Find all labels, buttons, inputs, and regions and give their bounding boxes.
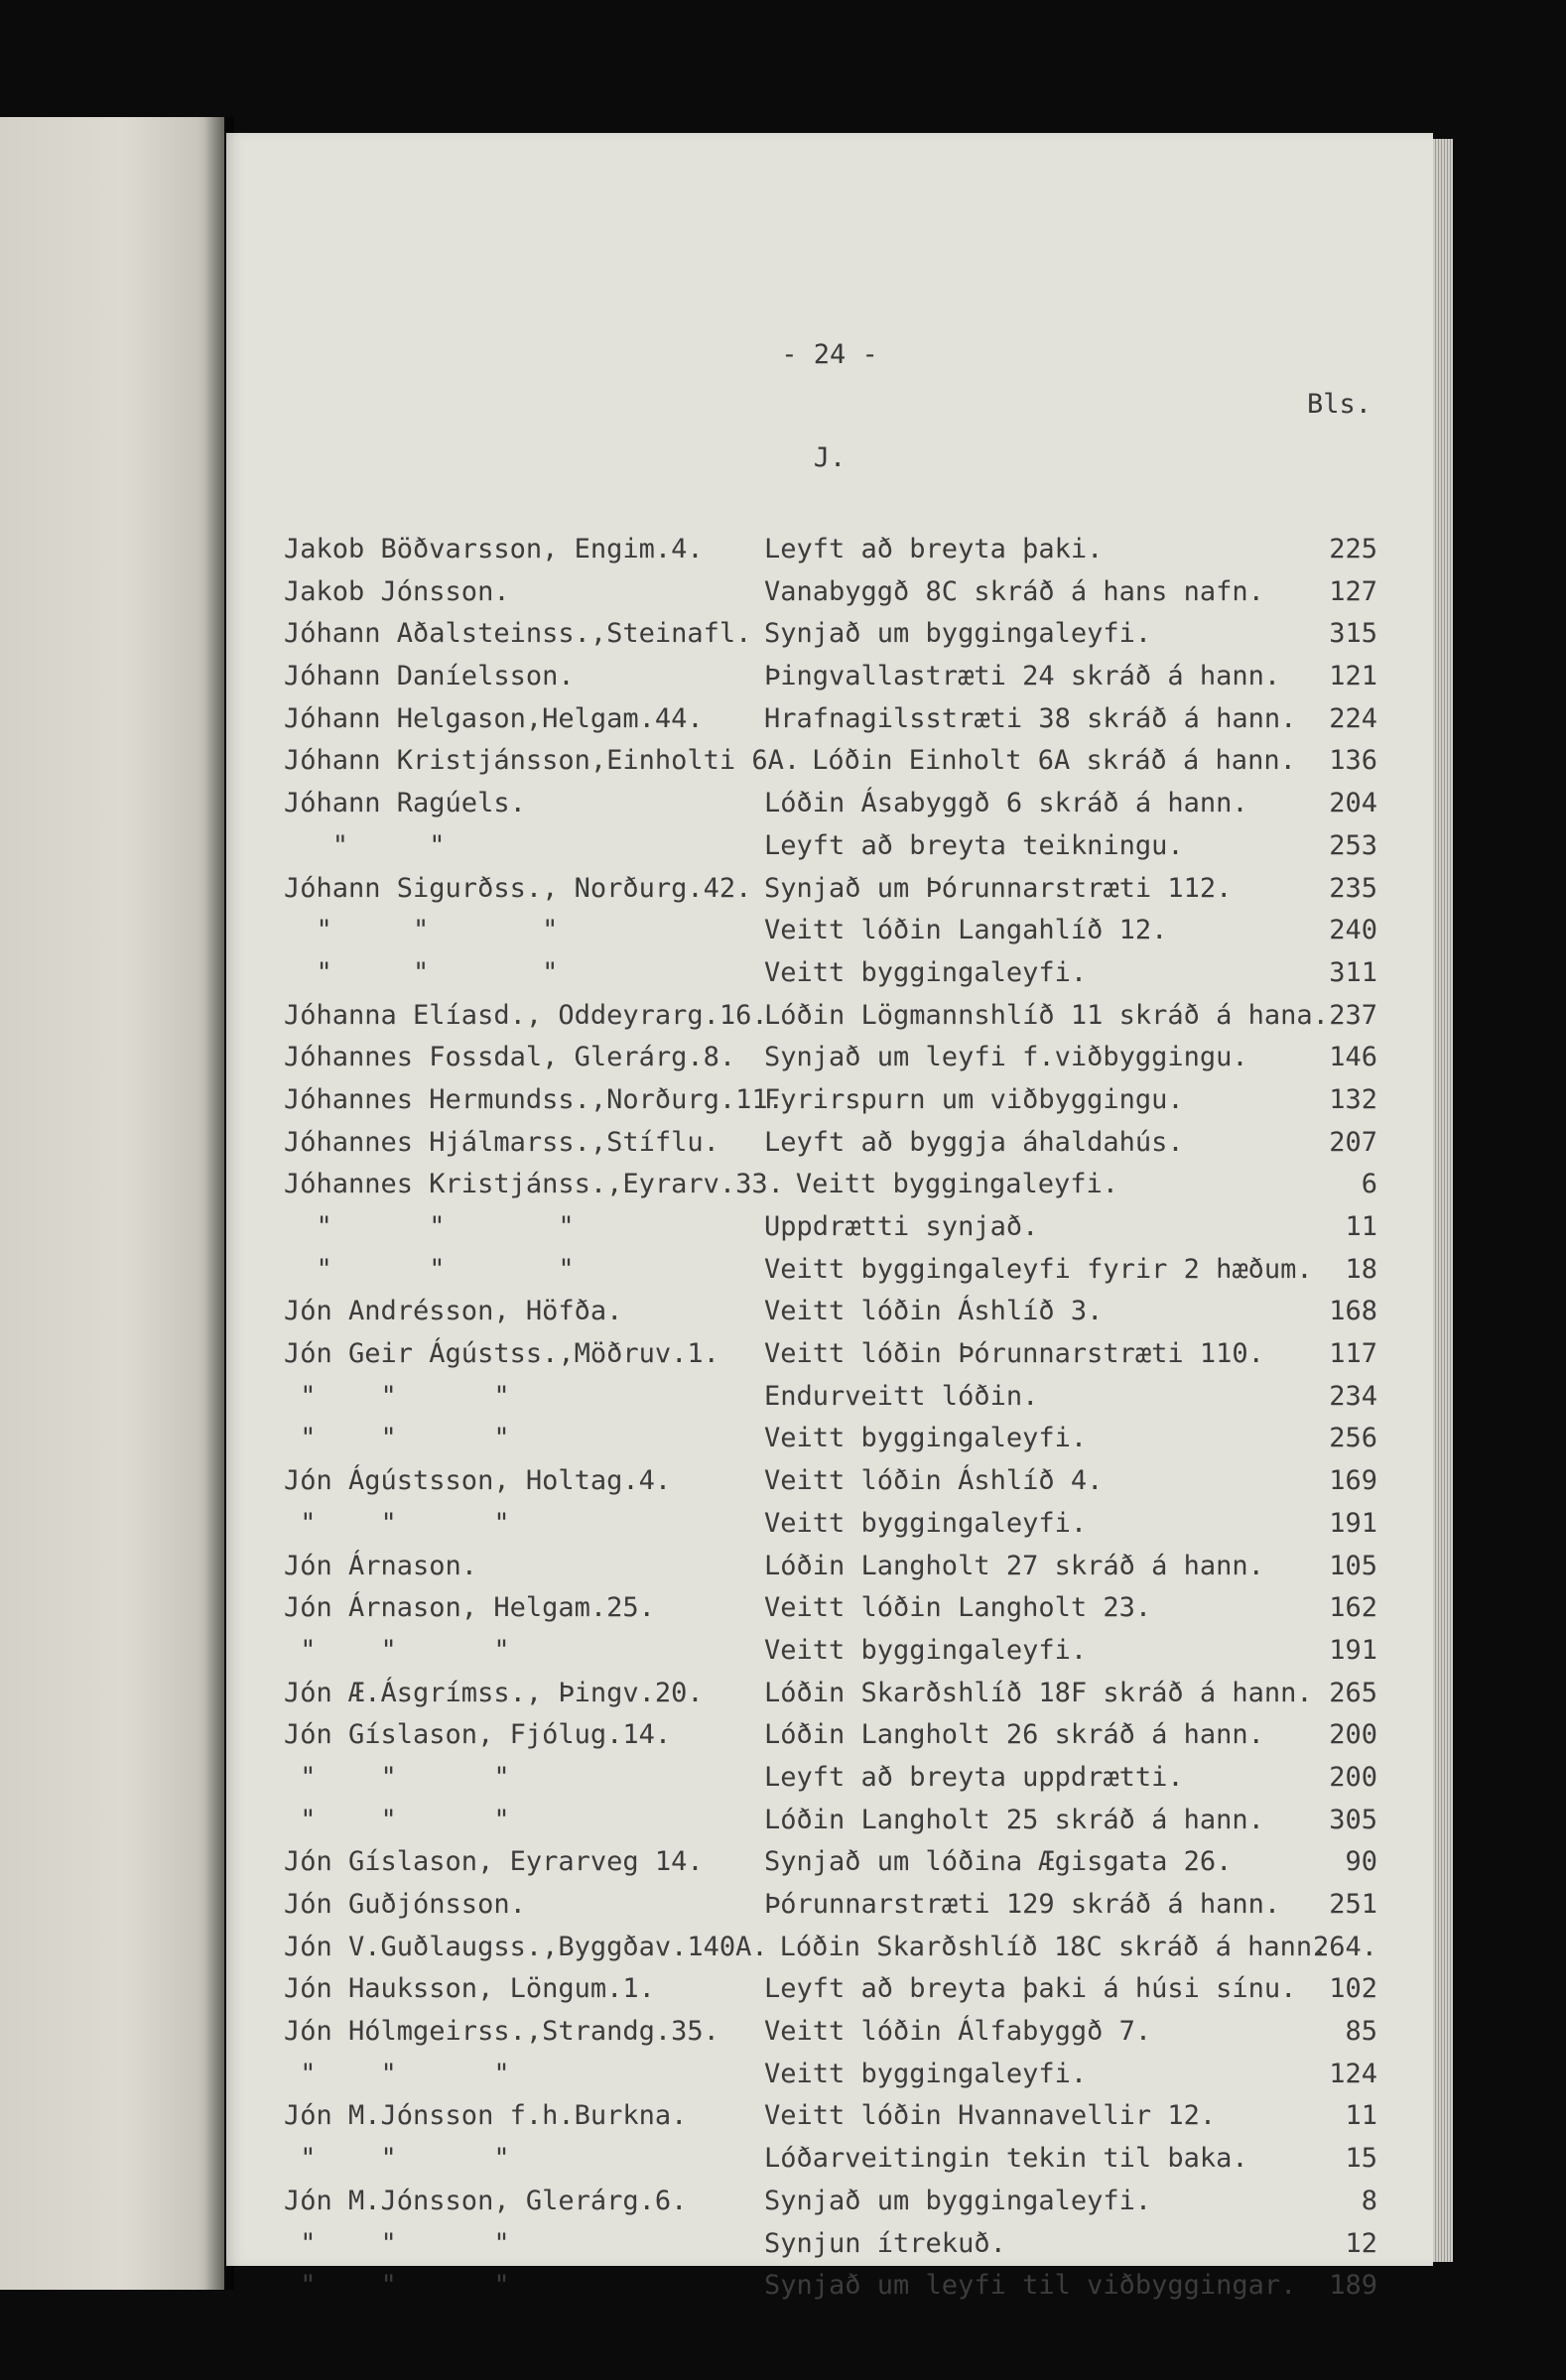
entry-matter: Veitt byggingaleyfi. <box>795 1169 1119 1200</box>
entry-matter: Veitt byggingaleyfi. <box>764 2058 1088 2089</box>
index-entry-row <box>284 2228 1377 2271</box>
index-entry-row <box>284 830 1377 873</box>
entry-matter: Synjað um leyfi f.viðbyggingu. <box>764 1042 1248 1073</box>
page-column-label: Bls. <box>1306 389 1371 420</box>
entry-page-number: 146 <box>1329 1042 1377 1073</box>
entry-name: Jón Árnason. <box>284 1550 478 1581</box>
entry-page-number: 85 <box>1345 2016 1377 2048</box>
entry-name: Jón Hauksson, Löngum.1. <box>284 1973 655 2005</box>
entry-page-number: 105 <box>1329 1550 1377 1581</box>
index-entry-row <box>284 2016 1377 2059</box>
entry-matter: Lóðin Langholt 25 skráð á hann. <box>764 1804 1264 1835</box>
entry-page-number: 305 <box>1329 1804 1377 1835</box>
entry-matter: Endurveitt lóðin. <box>764 1380 1039 1412</box>
index-entry-row <box>284 1169 1377 1211</box>
index-entry-row <box>284 1000 1377 1043</box>
index-entry-row <box>284 1762 1377 1805</box>
entry-matter: Lóðin Einholt 6A skráð á hann. <box>812 745 1296 777</box>
entry-matter: Veitt lóðin Þórunnarstræti 110. <box>764 1338 1264 1370</box>
entry-page-number: 102 <box>1329 1973 1377 2005</box>
entry-page-number: 237 <box>1329 999 1377 1031</box>
entry-matter: Lóðin Skarðshlíð 18C skráð á hann. <box>779 1931 1329 1962</box>
entry-page-number: 191 <box>1329 1507 1377 1539</box>
entry-matter: Lóðin Langholt 27 skráð á hann. <box>764 1550 1264 1581</box>
index-entry-row <box>284 1423 1377 1465</box>
entry-name: " " " <box>284 915 559 946</box>
entry-page-number: 117 <box>1329 1338 1377 1370</box>
entry-name: Jón Gíslason, Fjólug.14. <box>284 1719 672 1751</box>
page-stack-edges <box>1433 139 1453 2262</box>
entry-name: " " " <box>284 1761 510 1793</box>
index-entry-row <box>284 534 1377 576</box>
index-entry-row <box>284 2059 1377 2101</box>
entry-matter: Synjað um lóðina Ægisgata 26. <box>764 1846 1233 1878</box>
entry-name: Jón Árnason, Helgam.25. <box>284 1592 655 1624</box>
entry-name: " " " <box>284 1634 510 1666</box>
entry-name: Jón Gíslason, Eyrarveg 14. <box>284 1846 704 1878</box>
index-entry-row <box>284 1508 1377 1551</box>
index-entry-row <box>284 1084 1377 1127</box>
entry-page-number: 191 <box>1329 1634 1377 1666</box>
entry-name: Jón Andrésson, Höfða. <box>284 1296 623 1327</box>
entry-matter: Veitt lóðin Áshlíð 3. <box>764 1296 1104 1327</box>
entry-name: " " " <box>284 1211 575 1242</box>
index-entry-row <box>284 1932 1377 1974</box>
index-entry-row <box>284 576 1377 619</box>
entry-matter: Leyft að byggja áhaldahús. <box>764 1126 1184 1158</box>
entry-page-number: 256 <box>1329 1423 1377 1454</box>
entry-matter: Þórunnarstræti 129 skráð á hann. <box>764 1889 1281 1920</box>
index-entry-row <box>284 1211 1377 1254</box>
entry-page-number: 189 <box>1329 2270 1377 2302</box>
entry-matter: Leyft að breyta þaki á húsi sínu. <box>764 1973 1297 2005</box>
entry-name: " " " <box>284 1253 575 1285</box>
entry-page-number: 200 <box>1329 1719 1377 1751</box>
index-entry-row <box>284 1805 1377 1847</box>
index-entry-row <box>284 661 1377 703</box>
entry-matter: Leyft að breyta þaki. <box>764 534 1104 564</box>
index-entries <box>284 534 1377 2313</box>
entry-page-number: 127 <box>1329 575 1377 607</box>
index-entry-row <box>284 2100 1377 2143</box>
entry-name: Jakob Böðvarsson, Engim.4. <box>284 534 704 564</box>
entry-page-number: 12 <box>1345 2227 1377 2259</box>
entry-name: Jón Ágústsson, Holtag.4. <box>284 1465 672 1497</box>
index-entry-row <box>284 915 1377 957</box>
entry-name: Jón M.Jónsson f.h.Burkna. <box>284 2100 688 2132</box>
entry-matter: Veitt lóðin Langahlíð 12. <box>764 915 1168 946</box>
entry-matter: Synjun ítrekuð. <box>764 2227 1006 2259</box>
entry-name: Jóhann Daníelsson. <box>284 661 575 692</box>
entry-name: Jóhann Aðalsteinss.,Steinafl. <box>284 618 752 650</box>
entry-matter: Vanabyggð 8C skráð á hans nafn. <box>764 575 1264 607</box>
entry-page-number: 234 <box>1329 1380 1377 1412</box>
document-page <box>226 133 1433 2302</box>
entry-name: Jóhann Kristjánsson,Einholti 6A. <box>284 745 801 777</box>
entry-matter: Veitt lóðin Hvannavellir 12. <box>764 2100 1217 2132</box>
entry-matter: Veitt byggingaleyfi. <box>764 1634 1088 1666</box>
entry-name: " " " <box>284 1423 510 1454</box>
entry-page-number: 204 <box>1329 788 1377 819</box>
entry-matter: Veitt byggingaleyfi fyrir 2 hæðum. <box>764 1253 1313 1285</box>
entry-name: Jóhannes Hermundss.,Norðurg.11. <box>284 1083 784 1115</box>
entry-matter: Veitt byggingaleyfi. <box>764 956 1088 988</box>
entry-page-number: 224 <box>1329 702 1377 734</box>
index-entry-row <box>284 1127 1377 1170</box>
entry-page-number: 124 <box>1329 2058 1377 2089</box>
entry-page-number: 6 <box>1361 1169 1377 1200</box>
entry-matter: Synjað um byggingaleyfi. <box>764 618 1152 650</box>
entry-name: " " " <box>284 1507 510 1539</box>
index-entry-row <box>284 1296 1377 1338</box>
entry-page-number: 251 <box>1329 1889 1377 1920</box>
index-entry-row <box>284 1042 1377 1084</box>
entry-name: " " " <box>284 2270 510 2302</box>
entry-page-number: 169 <box>1329 1465 1377 1497</box>
entry-matter: Lóðin Lögmannshlíð 11 skráð á hana. <box>764 999 1329 1031</box>
entry-matter: Synjað um byggingaleyfi. <box>764 2185 1152 2216</box>
entry-name: " " " <box>284 1380 510 1412</box>
index-entry-row <box>284 2270 1377 2313</box>
entry-matter: Lóðarveitingin tekin til baka. <box>764 2143 1248 2175</box>
entry-page-number: 200 <box>1329 1761 1377 1793</box>
entry-name: Jón Hólmgeirss.,Strandg.35. <box>284 2016 719 2048</box>
entry-matter: Hrafnagilsstræti 38 skráð á hann. <box>764 702 1297 734</box>
index-entry-row <box>284 873 1377 916</box>
entry-page-number: 136 <box>1329 745 1377 777</box>
entry-page-number: 11 <box>1345 2100 1377 2132</box>
previous-page-edge <box>0 117 224 2290</box>
entry-page-number: 207 <box>1329 1126 1377 1158</box>
index-entry-row <box>284 957 1377 1000</box>
entry-name: Jóhann Sigurðss., Norðurg.42. <box>284 872 752 904</box>
entry-name: " " " <box>284 2227 510 2259</box>
entry-page-number: 264. <box>1312 1931 1377 1962</box>
entry-name: Jóhann Helgason,Helgam.44. <box>284 702 704 734</box>
entry-matter: Lóðin Langholt 26 skráð á hann. <box>764 1719 1264 1751</box>
index-entry-row <box>284 1254 1377 1297</box>
entry-matter: Synjað um Þórunnarstræti 112. <box>764 872 1233 904</box>
entry-page-number: 132 <box>1329 1083 1377 1115</box>
index-entry-row <box>284 788 1377 830</box>
entry-name: Jón Æ.Ásgrímss., Þingv.20. <box>284 1677 704 1708</box>
entry-name: Jón Geir Ágústss.,Möðruv.1. <box>284 1338 719 1370</box>
entry-name: Jóhanna Elíasd., Oddeyrarg.16. <box>284 999 768 1031</box>
entry-name: " " " <box>284 1804 510 1835</box>
entry-page-number: 15 <box>1345 2143 1377 2175</box>
entry-matter: Synjað um leyfi til viðbyggingar. <box>764 2270 1297 2302</box>
entry-name: Jón V.Guðlaugss.,Byggðav.140A. <box>284 1931 768 1962</box>
entry-name: " " " <box>284 2143 510 2175</box>
entry-name: " " <box>284 829 446 861</box>
entry-matter: Fyrirspurn um viðbyggingu. <box>764 1083 1184 1115</box>
entry-matter: Lóðin Ásabyggð 6 skráð á hann. <box>764 788 1248 819</box>
entry-matter: Leyft að breyta uppdrætti. <box>764 1761 1184 1793</box>
index-entry-row <box>284 1846 1377 1889</box>
entry-page-number: 225 <box>1329 534 1377 564</box>
entry-page-number: 90 <box>1345 1846 1377 1878</box>
page-number: - 24 - <box>781 339 878 370</box>
entry-page-number: 8 <box>1361 2185 1377 2216</box>
entry-page-number: 265 <box>1329 1677 1377 1708</box>
index-entry-row <box>284 1889 1377 1932</box>
entry-page-number: 168 <box>1329 1296 1377 1327</box>
index-entry-row <box>284 1381 1377 1424</box>
entry-name: " " " <box>284 956 559 988</box>
entry-name: " " " <box>284 2058 510 2089</box>
entry-matter: Leyft að breyta teikningu. <box>764 829 1184 861</box>
entry-matter: Veitt byggingaleyfi. <box>764 1507 1088 1539</box>
entry-page-number: 315 <box>1329 618 1377 650</box>
entry-page-number: 253 <box>1329 829 1377 861</box>
entry-name: Jóhannes Fossdal, Glerárg.8. <box>284 1042 736 1073</box>
entry-page-number: 311 <box>1329 956 1377 988</box>
index-entry-row <box>284 1592 1377 1635</box>
index-entry-row <box>284 1973 1377 2016</box>
index-entry-row <box>284 1678 1377 1720</box>
entry-matter: Veitt lóðin Langholt 23. <box>764 1592 1152 1624</box>
index-entry-row <box>284 2186 1377 2228</box>
entry-name: Jóhannes Kristjánss.,Eyrarv.33. <box>284 1169 784 1200</box>
entry-name: Jakob Jónsson. <box>284 575 510 607</box>
entry-matter: Lóðin Skarðshlíð 18F skráð á hann. <box>764 1677 1313 1708</box>
index-entry-row <box>284 1465 1377 1508</box>
entry-name: Jóhannes Hjálmarss.,Stíflu. <box>284 1126 719 1158</box>
entry-matter: Veitt lóðin Áshlíð 4. <box>764 1465 1104 1497</box>
index-entry-row <box>284 1338 1377 1381</box>
index-entry-row <box>284 745 1377 788</box>
section-letter: J. <box>813 442 847 473</box>
entry-name: Jóhann Ragúels. <box>284 788 526 819</box>
entry-name: Jón Guðjónsson. <box>284 1889 526 1920</box>
entry-name: Jón M.Jónsson, Glerárg.6. <box>284 2185 688 2216</box>
index-entry-row <box>284 1719 1377 1762</box>
entry-matter: Uppdrætti synjað. <box>764 1211 1039 1242</box>
entry-page-number: 18 <box>1345 1253 1377 1285</box>
entry-page-number: 235 <box>1329 872 1377 904</box>
entry-matter: Þingvallastræti 24 skráð á hann. <box>764 661 1281 692</box>
index-entry-row <box>284 618 1377 661</box>
index-entry-row <box>284 1635 1377 1678</box>
entry-matter: Veitt byggingaleyfi. <box>764 1423 1088 1454</box>
entry-page-number: 11 <box>1345 1211 1377 1242</box>
index-entry-row <box>284 1551 1377 1593</box>
entry-matter: Veitt lóðin Álfabyggð 7. <box>764 2016 1152 2048</box>
index-entry-row <box>284 703 1377 746</box>
entry-page-number: 240 <box>1329 915 1377 946</box>
index-entry-row <box>284 2143 1377 2186</box>
entry-page-number: 162 <box>1329 1592 1377 1624</box>
entry-page-number: 121 <box>1329 661 1377 692</box>
